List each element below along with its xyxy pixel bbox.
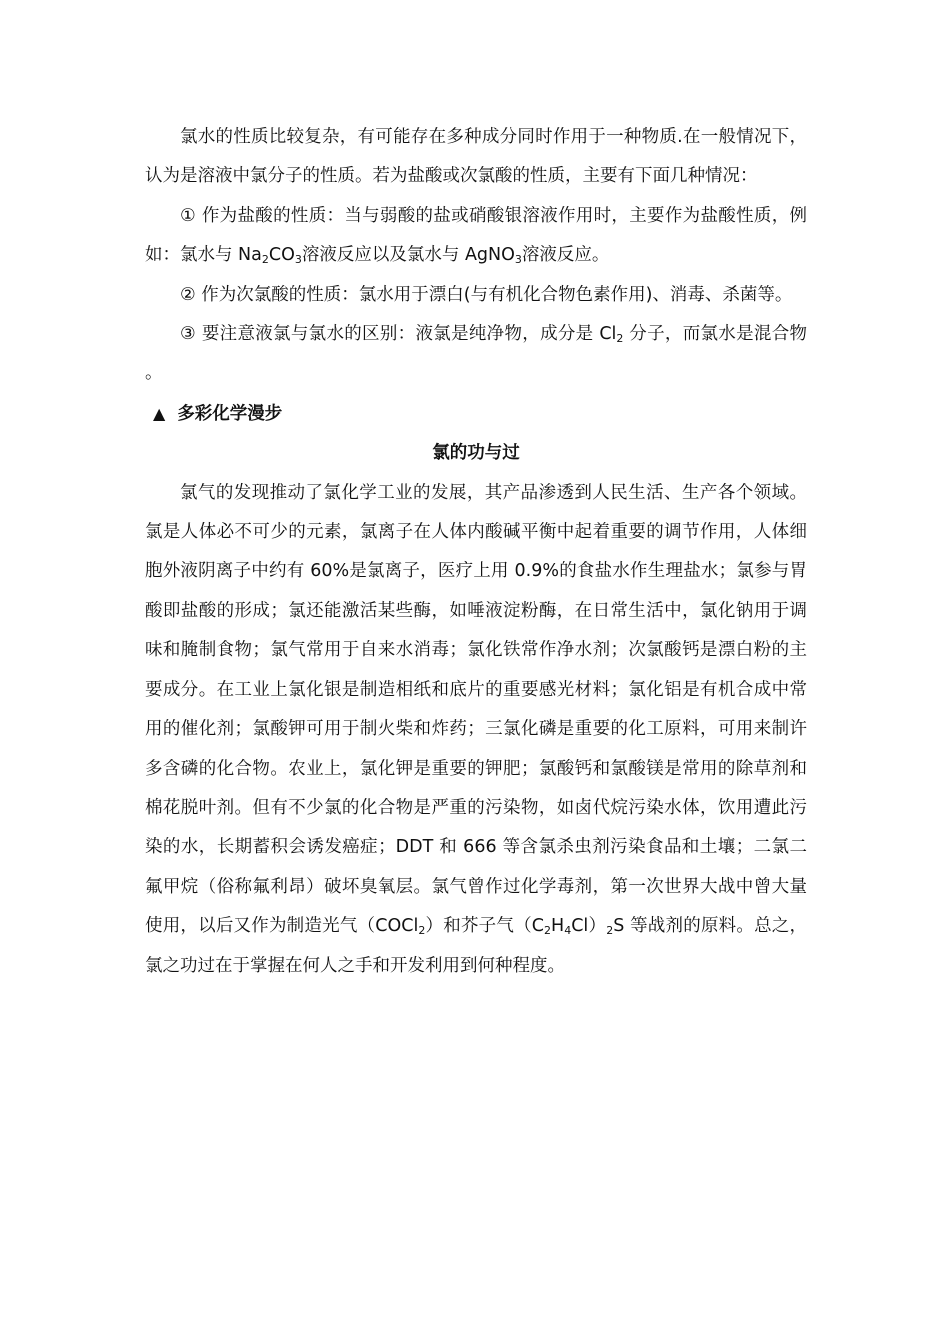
item1-sub-2: 3: [294, 253, 302, 267]
article-sub-4: 2: [606, 924, 614, 938]
article-sub-2: 2: [544, 924, 552, 938]
article-sub-3: 4: [564, 924, 572, 938]
item3-text-a: ③ 要注意液氯与氯水的区别：液氯是纯净物，成分是 Cl: [180, 324, 617, 345]
item1-sub-3: 3: [514, 253, 522, 267]
item1-text-b: CO: [268, 245, 295, 266]
article-text-c: H: [551, 916, 565, 937]
article-text-b: ）和芥子气（C: [425, 916, 545, 937]
item3-sub-1: 2: [616, 332, 624, 346]
item2-text: ② 作为次氯酸的性质：氯水用于漂白(与有机化合物色素作用)、消毒、杀菌等。: [180, 284, 793, 305]
item1-text-a: ① 作为盐酸的性质：当与弱酸的盐或硝酸银溶液作用时，主要作为盐酸性质，例如：氯水与 Na: [145, 205, 807, 266]
article-text-d: Cl）: [571, 916, 607, 937]
article-title: 氯的功与过: [432, 443, 520, 464]
item1-text-c: 溶液反应以及氯水与 AgNO: [301, 245, 515, 266]
item-hydrochloric-acid: [145, 197, 807, 276]
triangle-icon: ▲: [153, 403, 166, 423]
item3-text-b: 分子，而氯水是混合物。: [145, 324, 807, 384]
document-page: [145, 118, 807, 986]
section-title: 多彩化学漫步: [177, 403, 283, 424]
intro-text: 氯水的性质比较复杂，有可能存在多种成分同时作用于一种物质.在一般情况下，认为是溶液中氯分子的性质。若为盐酸或次氯酸的性质，主要有下面几种情况：: [145, 127, 807, 187]
item1-sub-1: 2: [261, 253, 269, 267]
item1-text-d: 溶液反应。: [521, 245, 610, 266]
article-sub-1: 2: [418, 924, 426, 938]
item-hypochlorous-acid: [145, 276, 807, 315]
section-heading: [145, 394, 807, 434]
item-liquid-chlorine: [145, 315, 807, 394]
article-text-a: 氯气的发现推动了氯化学工业的发展，其产品渗透到人民生活、生产各个领域。氯是人体必不可少的元素，氯离子在人体内酸碱平衡中起着重要的调节作用，人体细胞外液阴离子中约有 60%是氯离子，医疗上用 0.9%的食盐水作生理盐水；氯参与胃酸即盐酸的形成；氯还能激活某些酶，如唾液淀粉酶，在日常生活中，氯化钠用于调味和腌制食物；氯气常用于自来水消毒；氯化铁常作净水剂；次氯酸钙是漂白粉的主要成分。在工业上氯化银是制造相纸和底片的重要感光材料；氯化铝是有机合成中常用的催化剂；氯酸钾可用于制火柴和炸药；三氯化磷是重要的化工原料，可用来制许多含磷的化合物。农业上，氯化钾是重要的钾肥；氯酸钙和氯酸镁是常用的除草剂和棉花脱叶剂。但有不少氯的化合物是严重的污染物，如卤代烷污染水体，饮用遭此污染的水，长期蓄积会诱发癌症；DDT 和 666 等含氯杀虫剂污染食品和土壤；二氯二氟甲烷（俗称氟利昂）破坏臭氧层。氯气曾作过化学毒剂，第一次世界大战中曾大量使用，以后又作为制造光气（COCl: [145, 482, 807, 937]
article-body: [145, 474, 807, 986]
article-text-e: S 等战剂的原料。总之，氯之功过在于掌握在何人之手和开发利用到何种程度。: [145, 916, 807, 976]
intro-paragraph: [145, 118, 807, 197]
